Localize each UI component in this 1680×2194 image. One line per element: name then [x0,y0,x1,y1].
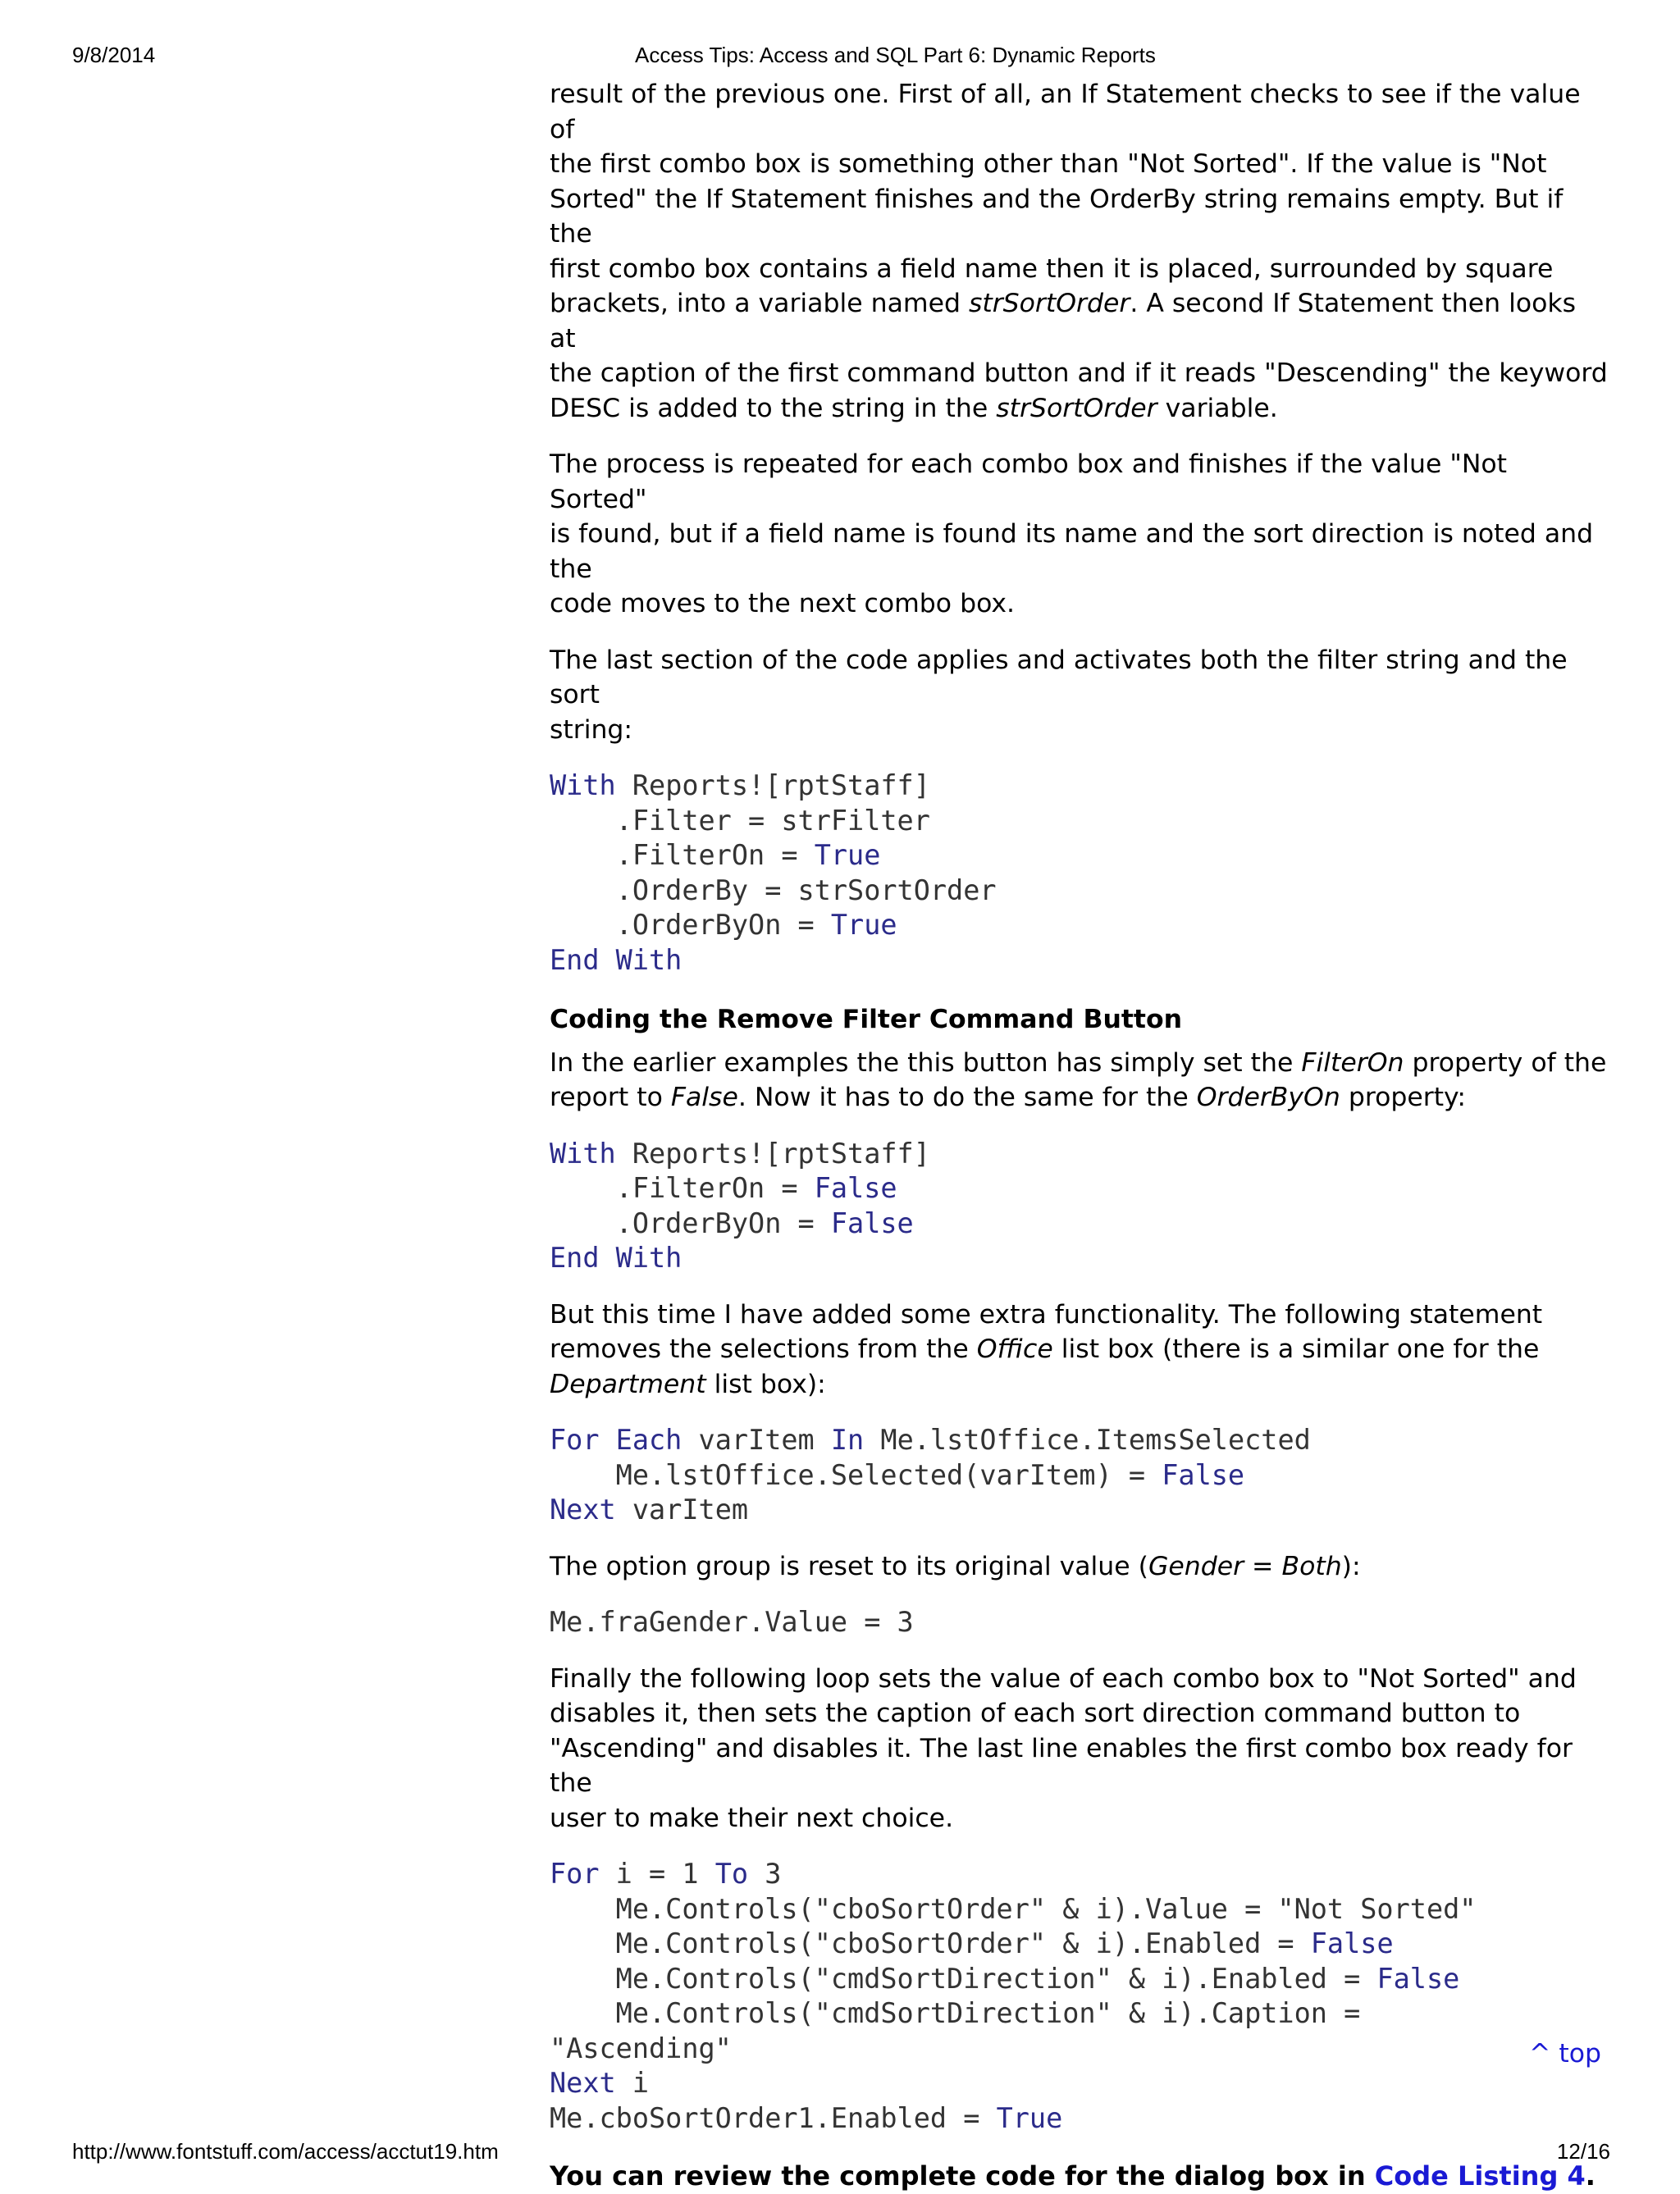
section-heading-remove-filter: Coding the Remove Filter Command Button [550,1005,1183,1034]
back-to-top-link[interactable]: ^ top [1528,2039,1601,2069]
paragraph-process-repeated: The process is repeated for each combo box and finishes if the value "Not Sorted" is found, but if a field name is found its name and the sort direction is noted and the code moves to the next combo box. [550,449,1594,618]
print-footer [0,2139,1680,2169]
paragraph-last-section: The last section of the code applies and activates both the filter string and the sort string: [550,645,1568,745]
paragraph-option-group: The option group is reset to its original value (Gender = Both): [550,1551,1361,1581]
paragraph-extra-functionality: But this time I have added some extra functionality. The following statement removes the selections from the Office list box (there is a similar one for the Department list box): [550,1299,1543,1399]
paragraph-earlier-examples: In the earlier examples the this button has simply set the FilterOn property of the report to False. Now it has to do the same for the OrderByOn property: [550,1047,1607,1112]
print-header [0,43,1680,72]
paragraph-sort-logic: result of the previous one. First of all, an If Statement checks to see if the value of the first combo box is something other than "Not Sorted". If the value is "Not Sorted" the If Statement finishes and the OrderBy string remains empty. But if the first combo box contains a field name then it is placed, surrounded by square brackets, into a variable named strSortOrder. A second If Statement then looks at the caption of the first command button and if it reads "Descending" the keyword DESC is added to the string in the strSortOrder variable. [550,80,1608,423]
article-content [550,77,1608,2194]
code-listing-4-link[interactable]: Code Listing 4 [1374,2160,1586,2192]
code-block-apply-filter: With Reports![rptStaff] .Filter = strFilter .FilterOn = True .OrderBy = strSortOrder .OrderByOn = True End With [550,769,997,976]
print-page-title: Access Tips: Access and SQL Part 6: Dynamic Reports [635,43,1156,67]
code-block-clear-listbox: For Each varItem In Me.lstOffice.ItemsSelected Me.lstOffice.Selected(varItem) = False Next varItem [550,1424,1311,1526]
paragraph-final-loop: Finally the following loop sets the value of each combo box to "Not Sorted" and disables it, then sets the caption of each sort direction command button to "Ascending" and disables it. The last line enables the first combo box ready for the user to make their next choice. [550,1663,1577,1833]
print-page-number: 12/16 [1556,2139,1610,2164]
code-block-reset-combos: For i = 1 To 3 Me.Controls("cboSortOrder" & i).Value = "Not Sorted" Me.Controls("cboSortOrder" & i).Enabled = False Me.Controls("cmdSortDirection" & i).Enabled = False Me.Controls("cmdSortDirection" & i).Caption = "Ascending" Next i Me.cboSortOrder1.Enabled = True [550,1858,1477,2134]
code-block-remove-filter: With Reports![rptStaff] .FilterOn = False .OrderByOn = False End With [550,1137,930,1274]
print-url: http://www.fontstuff.com/access/acctut19.htm [72,2139,499,2164]
print-date: 9/8/2014 [72,43,156,67]
code-block-reset-gender: Me.fraGender.Value = 3 [550,1606,914,1638]
review-code-note: You can review the complete code for the dialog box in Code Listing 4. [550,2160,1596,2192]
